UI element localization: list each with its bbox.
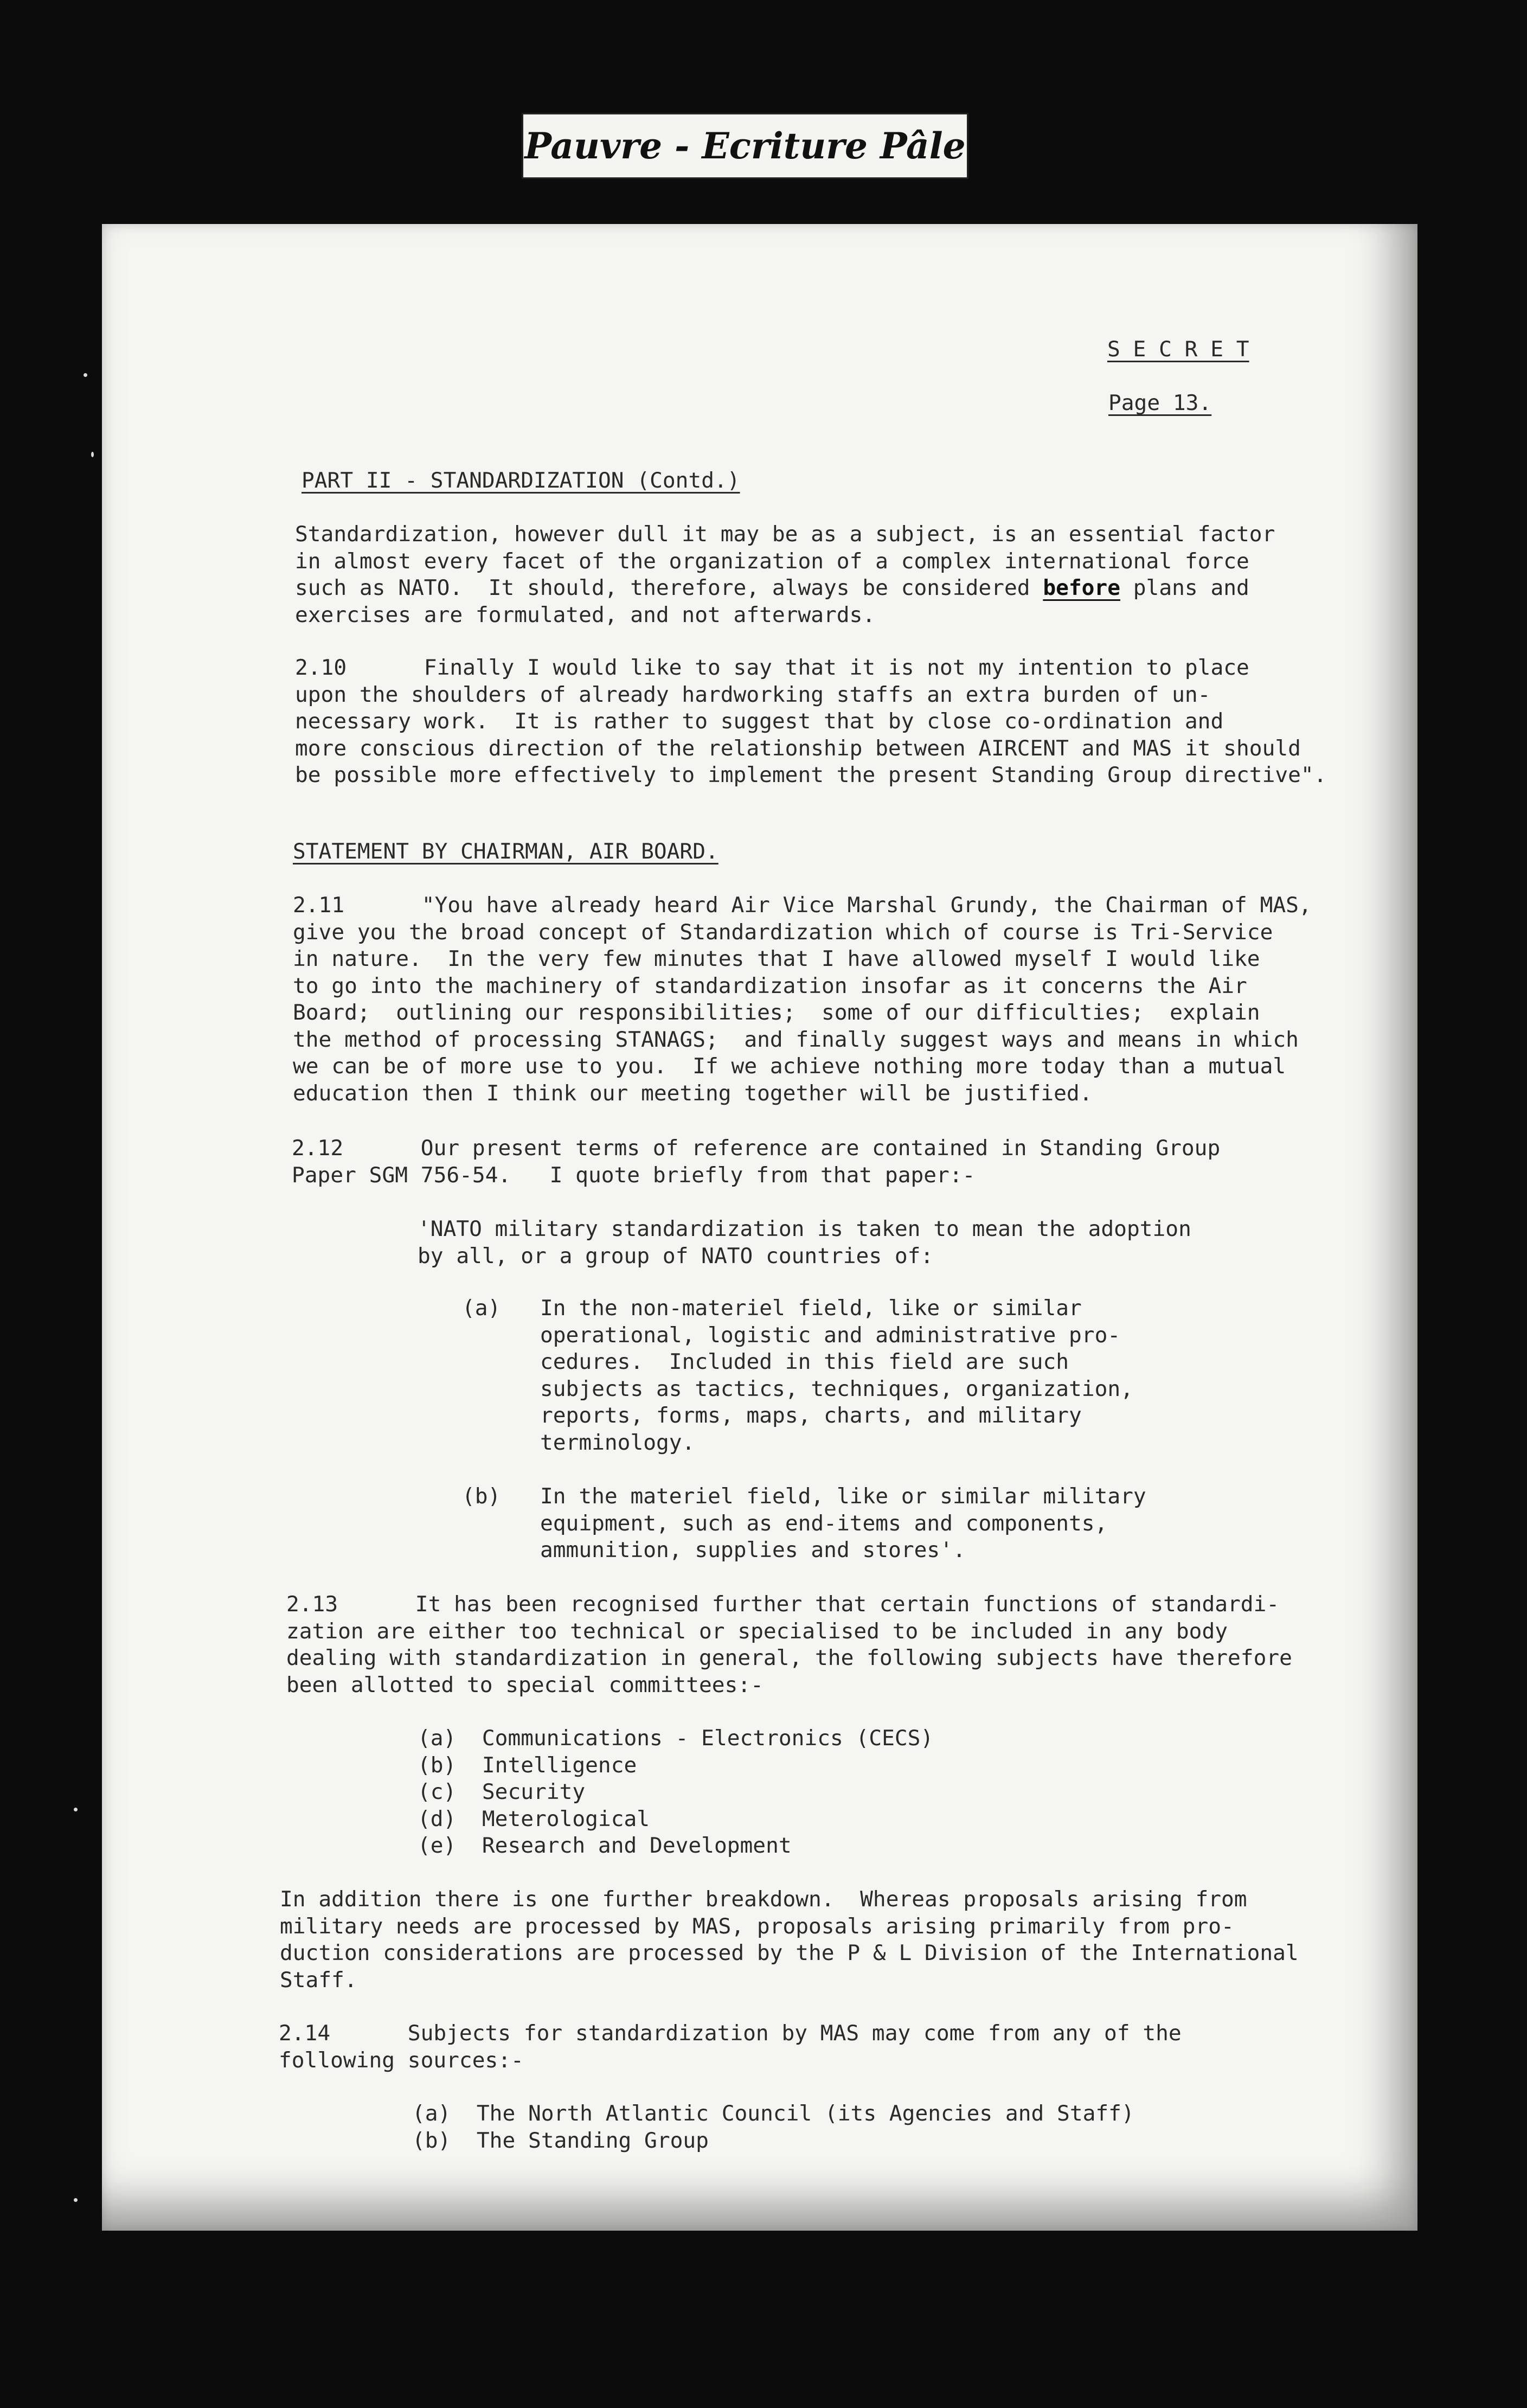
handwritten-label: Pauvre - Ecriture Pâle	[522, 113, 968, 179]
paragraph-2-12: 2.12 Our present terms of reference are contained in Standing Group Paper SGM 756-54. I quote briefly from that paper:-	[292, 1136, 1221, 1188]
dust-speck	[84, 373, 87, 377]
dust-speck	[74, 1808, 78, 1811]
committees-list	[418, 1725, 933, 1860]
paragraph-intro: Standardization, however dull it may be as a subject, is an essential factor in almost every facet of the organization of a complex international force such as NATO. It should, therefore, always be considered before plans and exercises are formulated, and not afterwards.	[295, 522, 1275, 627]
paragraph-2-11: 2.11 "You have already heard Air Vice Marshal Grundy, the Chairman of MAS, give you the broad concept of Standardization which of course is Tri-Service in nature. In the very few minutes that I have allowed myself I would like to go into the machinery of standardization insofar as it concerns the Air Board; outlining our responsibilities; some of our difficulties; explain the method of processing STANAGS; and finally suggest ways and means in which we can be of more use to you. If we achieve nothing more today than a mutual education then I think our meeting together will be justified.	[293, 893, 1312, 1106]
classification-marking: S E C R E T	[1107, 337, 1249, 362]
list-item: (a) The North Atlantic Council (its Agencies and Staff)	[412, 2101, 1134, 2126]
section-heading-air-board: STATEMENT BY CHAIRMAN, AIR BOARD.	[293, 839, 718, 864]
paragraph-2-14: 2.14 Subjects for standardization by MAS may come from any of the following sources:-	[279, 2021, 1182, 2073]
page-number: Page 13.	[1108, 390, 1212, 415]
section-heading-part-ii: PART II - STANDARDIZATION (Contd.)	[301, 468, 740, 493]
quote-item-b: (b) In the materiel field, like or similar military equipment, such as end-items and components, ammunition, supplies and stores'.	[462, 1484, 1146, 1562]
list-item: (a) Communications - Electronics (CECS)	[418, 1726, 934, 1751]
document-body	[102, 224, 1417, 2231]
dust-speck	[91, 452, 94, 457]
paragraph-2-13: 2.13 It has been recognised further that certain functions of standardi- zation are either too technical or specialised to be included in any body dealing with standardization in general, the following subjects have therefore been allotted to special committees:-	[286, 1592, 1292, 1698]
quote-item-a: (a) In the non-materiel field, like or similar operational, logistic and administrative pro- cedures. Included in this field are such subjects as tactics, techniques, organization, reports, forms, maps, charts, and military terminology.	[462, 1296, 1133, 1455]
sources-list	[412, 2100, 1134, 2154]
paragraph-breakdown: In addition there is one further breakdown. Whereas proposals arising from military needs are processed by MAS, proposals arising primarily from pro- duction considerations are processed by the P & L Division of the International Staff.	[280, 1887, 1299, 1993]
list-item: (d) Meterological	[418, 1806, 650, 1831]
document-page	[102, 224, 1417, 2231]
list-item: (e) Research and Development	[418, 1833, 792, 1858]
dust-speck	[74, 2198, 78, 2202]
emphasis-before: before	[1043, 575, 1120, 600]
list-item: (b) The Standing Group	[412, 2128, 709, 2153]
list-item: (c) Security	[418, 1779, 586, 1804]
list-item: (b) Intelligence	[418, 1752, 637, 1778]
paragraph-2-10: 2.10 Finally I would like to say that it is not my intention to place upon the shoulders of already hardworking staffs an extra burden of un- necessary work. It is rather to suggest that by close co-ordination and more conscious direction of the relationship between AIRCENT and MAS it should be possible more effectively to implement the present Standing Group directive".	[295, 655, 1327, 787]
quotation-intro: 'NATO military standardization is taken to mean the adoption by all, or a group of NATO countries of:	[418, 1216, 1191, 1269]
